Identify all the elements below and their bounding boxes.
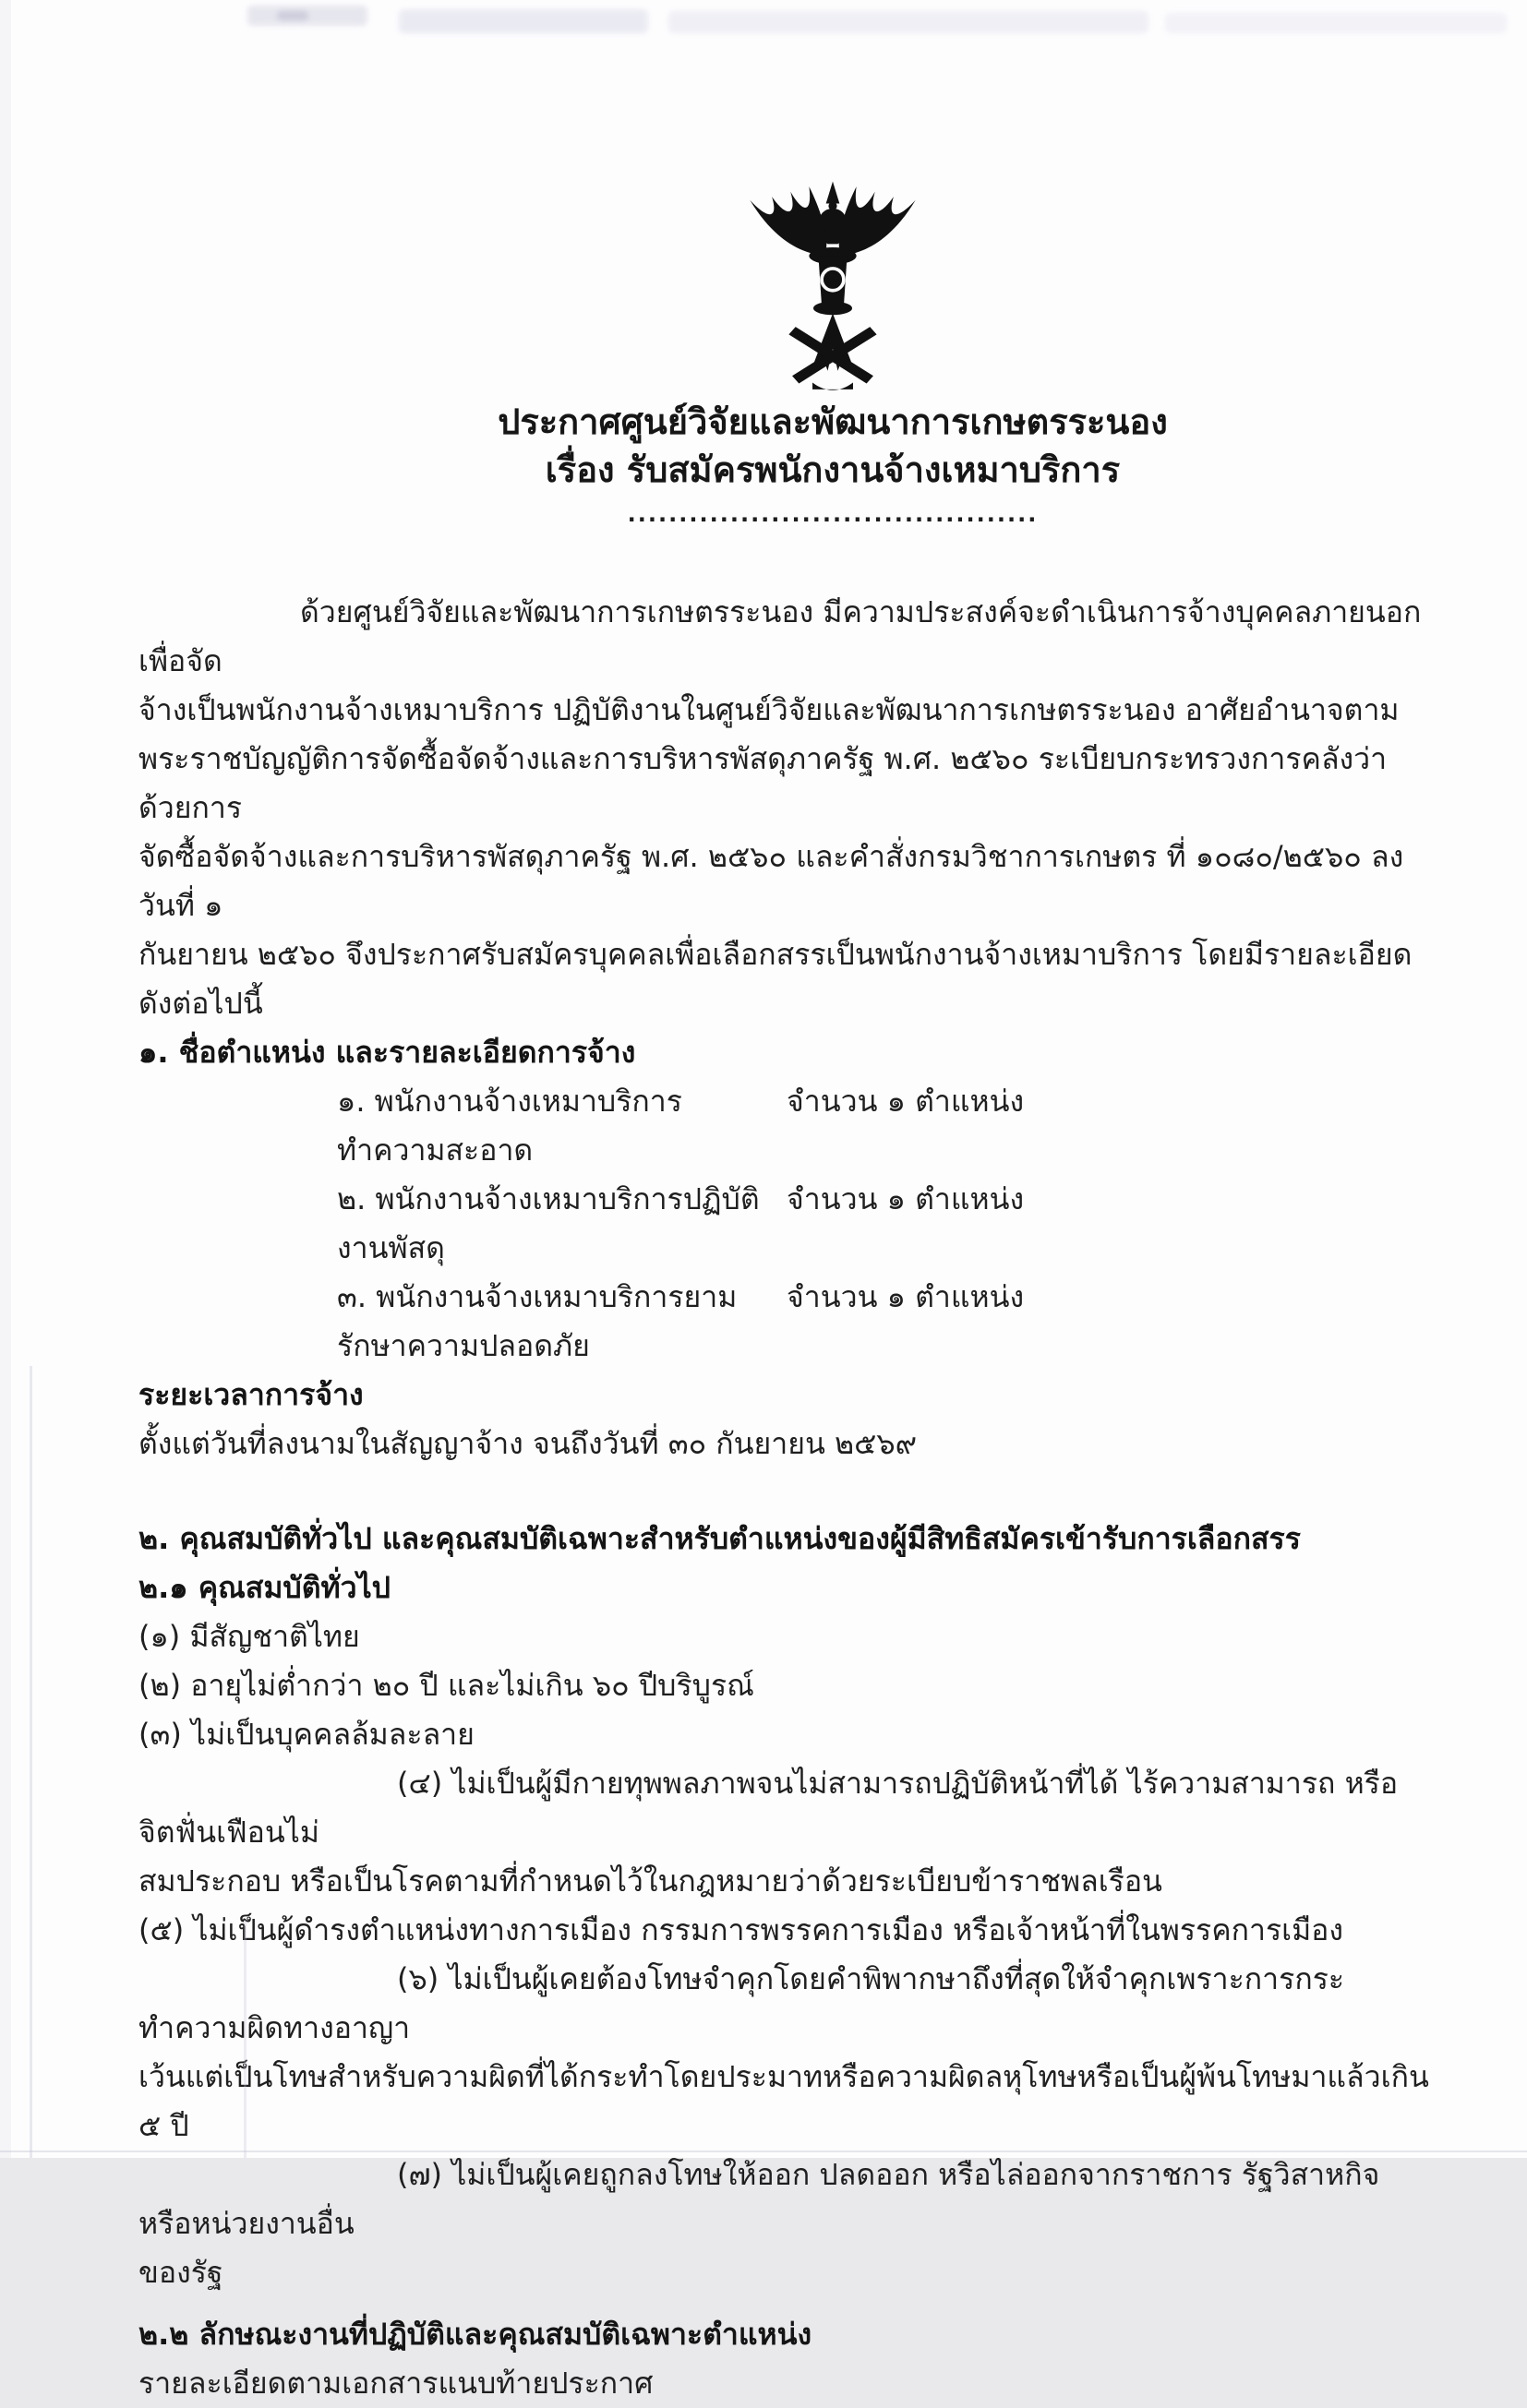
intro-line: พระราชบัญญัติการจัดซื้อจัดจ้างและการบริหารพัสดุภาครัฐ พ.ศ. ๒๕๖๐ ระเบียบกระทรวงการคลังว่าด้วยการ	[138, 741, 1388, 825]
position-name: ๓. พนักงานจ้างเหมาบริการยามรักษาความปลอดภัย	[337, 1279, 738, 1363]
qualification-line: (๓) ไม่เป็นบุคคลล้มละลาย	[138, 1717, 475, 1752]
position-name: ๒. พนักงานจ้างเหมาบริการปฏิบัติงานพัสดุ	[337, 1181, 760, 1265]
section-2-2-heading: ๒.๒ ลักษณะงานที่ปฏิบัติและคุณสมบัติเฉพาะตำแหน่ง	[138, 2317, 812, 2352]
duration-text: ตั้งแต่วันที่ลงนามในสัญญาจ้าง จนถึงวันที่ ๓๐ กันยายน ๒๕๖๙	[138, 1426, 918, 1461]
position-count: จำนวน ๑ ตำแหน่ง	[787, 1084, 1025, 1119]
duration-heading: ระยะเวลาการจ้าง	[138, 1377, 364, 1412]
scan-artifact	[1165, 13, 1507, 33]
scan-artifact-line	[30, 1366, 32, 2158]
garuda-emblem	[722, 178, 944, 398]
intro-line: ด้วยศูนย์วิจัยและพัฒนาการเกษตรระนอง มีความประสงค์จะดำเนินการจ้างบุคคลภายนอกเพื่อจัด	[138, 594, 1422, 678]
scan-artifact-line	[0, 2150, 1527, 2152]
scan-artifact-line	[244, 1920, 246, 2158]
intro-line: จ้างเป็นพนักงานจ้างเหมาบริการ ปฏิบัติงานในศูนย์วิจัยและพัฒนาการเกษตรระนอง อาศัยอำนาจตาม	[138, 692, 1400, 727]
intro-line: ดังต่อไปนี้	[138, 986, 263, 1021]
document-title: ประกาศศูนย์วิจัยและพัฒนาการเกษตรระนอง	[498, 401, 1168, 442]
qualification-line: (๖) ไม่เป็นผู้เคยต้องโทษจำคุกโดยคำพิพากษาถึงที่สุดให้จำคุกเพราะการกระทำความผิดทางอาญา	[138, 1961, 1345, 2045]
section-2-heading: ๒. คุณสมบัติทั่วไป และคุณสมบัติเฉพาะสำหรับตำแหน่งของผู้มีสิทธิสมัครเข้ารับการเลือกสรร	[138, 1521, 1301, 1556]
divider-dots: ........................................	[627, 501, 1039, 527]
scan-artifact	[399, 9, 648, 33]
qualification-continuation: สมประกอบ หรือเป็นโรคตามที่กำหนดไว้ในกฎหมายว่าด้วยระเบียบข้าราชพลเรือน	[138, 1863, 1162, 1899]
document-subject: เรื่อง รับสมัครพนักงานจ้างเหมาบริการ	[545, 449, 1121, 490]
position-count: จำนวน ๑ ตำแหน่ง	[787, 1279, 1025, 1314]
document-body	[138, 588, 1430, 2408]
qualification-line: (๑) มีสัญชาติไทย	[138, 1619, 360, 1654]
section-1-heading: ๑. ชื่อตำแหน่ง และรายละเอียดการจ้าง	[138, 1035, 636, 1070]
document-header	[0, 0, 1527, 533]
qualification-line: (๗) ไม่เป็นผู้เคยถูกลงโทษให้ออก ปลดออก หรือไล่ออกจากราชการ รัฐวิสาหกิจหรือหน่วยงานอื่น	[138, 2157, 1380, 2241]
position-row	[337, 1175, 1430, 1273]
intro-line: กันยายน ๒๕๖๐ จึงประกาศรับสมัครบุคคลเพื่อเลือกสรรเป็นพนักงานจ้างเหมาบริการ โดยมีรายละเอียด	[138, 937, 1413, 972]
spacer	[138, 1468, 1430, 1515]
qualification-line: (๕) ไม่เป็นผู้ดำรงตำแหน่งทางการเมือง กรรมการพรรคการเมือง หรือเจ้าหน้าที่ในพรรคการเมือง	[138, 1912, 1344, 1947]
position-name: ๑. พนักงานจ้างเหมาบริการทำความสะอาด	[337, 1084, 682, 1168]
intro-line: จัดซื้อจัดจ้างและการบริหารพัสดุภาครัฐ พ.ศ. ๒๕๖๐ และคำสั่งกรมวิชาการเกษตร ที่ ๑๐๘๐/๒๕๖๐ ลงวันที่ ๑	[138, 839, 1404, 923]
qualification-continuation: เว้นแต่เป็นโทษสำหรับความผิดที่ได้กระทำโดยประมาทหรือความผิดลหุโทษหรือเป็นผู้พ้นโทษมาแล้วเกิน ๕ ปี	[138, 2059, 1429, 2143]
section-2-2-text: รายละเอียดตามเอกสารแนบท้ายประกาศ	[138, 2366, 654, 2401]
paper-edge	[0, 0, 11, 2158]
spacer	[138, 2297, 1430, 2310]
qualification-line: (๔) ไม่เป็นผู้มีกายทุพพลภาพจนไม่สามารถปฏิบัติหน้าที่ได้ ไร้ความสามารถ หรือจิตฟั่นเฟือนไม่	[138, 1766, 1399, 1850]
qualification-line: (๒) อายุไม่ต่ำกว่า ๒๐ ปี และไม่เกิน ๖๐ ปีบริบูรณ์	[138, 1668, 754, 1703]
position-row	[337, 1077, 1430, 1175]
position-row	[337, 1273, 1430, 1371]
scan-artifact	[277, 11, 308, 20]
position-count: จำนวน ๑ ตำแหน่ง	[787, 1181, 1025, 1216]
qualification-continuation: ของรัฐ	[138, 2255, 223, 2290]
scan-artifact	[668, 11, 1148, 33]
section-2-1-heading: ๒.๑ คุณสมบัติทั่วไป	[138, 1570, 391, 1605]
